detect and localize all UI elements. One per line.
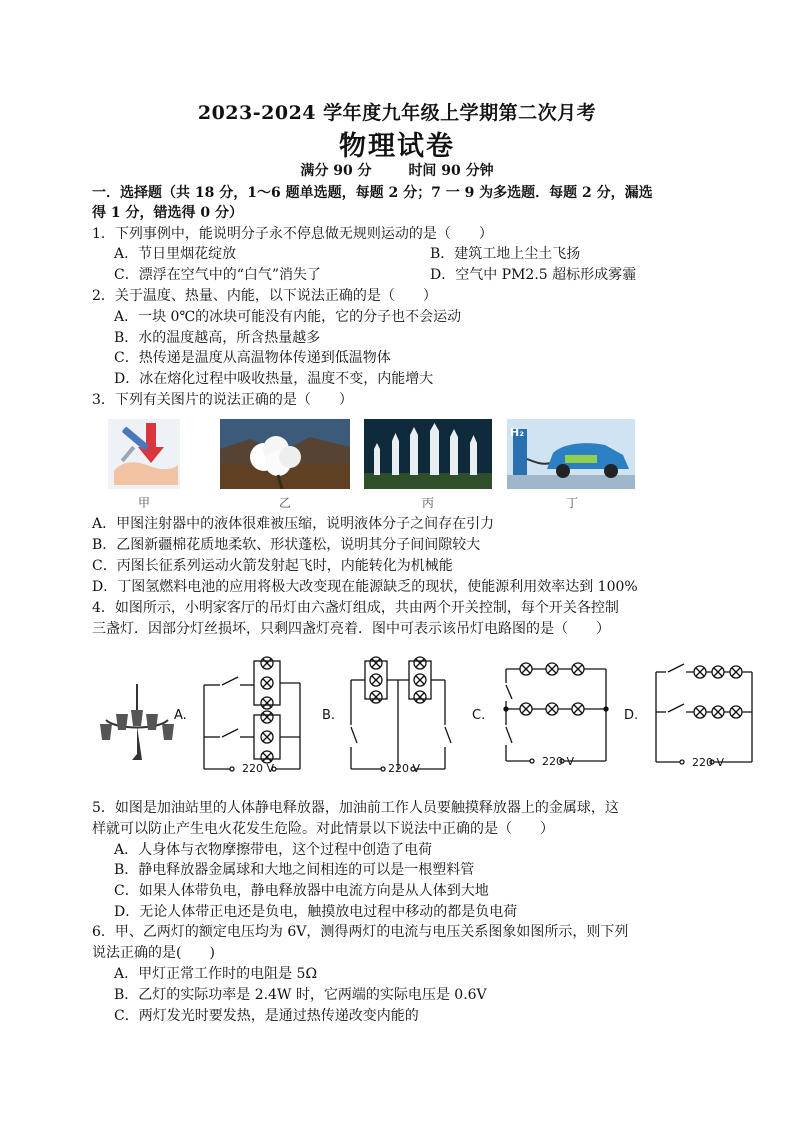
full-score: 满分 90 分 [300,163,372,179]
q6-stem-cont: 说法正确的是( ) [92,945,215,961]
circuit-b-voltage: 220 V [388,762,421,775]
q4-stem-cont: 三盏灯．因部分灯丝损坏，只剩四盏灯亮着．图中可表示该吊灯电路图的是（ ） [92,621,610,637]
q1-option-a: A．节日里烟花绽放 [114,246,237,262]
rockets-image [364,419,492,489]
section-heading-cont: 得 1 分，错选得 0 分） [92,205,243,221]
circuit-c-voltage: 220 V [542,755,575,768]
q1-option-c: C．漂浮在空气中的“白气”消失了 [114,267,322,283]
section-heading: 一．选择题（共 18 分，1～6 题单选题，每题 2 分；7 一 9 为多选题．每题 2 分，漏选 [92,185,653,201]
caption-yi: 乙 [278,496,291,510]
q2-stem: 2．关于温度、热量、内能，以下说法正确的是（ ） [92,288,437,304]
q3-stem: 3．下列有关图片的说法正确的是（ ） [92,392,353,408]
q4-stem: 4．如图所示，小明家客厅的吊灯由六盏灯组成，共由两个开关控制，每个开关各控制 [92,600,619,616]
q3-option-c: C．丙图长征系列运动火箭发射起飞时，内能转化为机械能 [92,558,453,574]
q5-option-a: A．人身体与衣物摩擦带电，这个过程中创造了电荷 [114,842,433,858]
hydrogen-car-image [507,419,635,489]
exam-title: 2023-2024 学年度九年级上学期第二次月考 [197,102,597,124]
q6-option-a: A．甲灯正常工作时的电阻是 5Ω [114,966,318,982]
q6-stem: 6．甲、乙两灯的额定电压均为 6V，测得两灯的电流与电压关系图象如图所示，则下列 [92,924,629,940]
circuit-b-label: B. [322,708,336,723]
caption-ding: 丁 [565,496,578,510]
circuit-a-label: A. [174,708,187,723]
caption-bing: 丙 [421,496,434,510]
caption-jia: 甲 [137,496,150,510]
syringe-image [108,419,180,489]
q3-option-a: A．甲图注射器中的液体很难被压缩，说明液体分子之间存在引力 [92,516,495,532]
chandelier-image [98,684,176,762]
circuit-a [200,655,310,777]
exam-subject: 物理试卷 [339,131,455,162]
q5-stem: 5．如图是加油站里的人体静电释放器，加油前工作人员要触摸释放器上的金属球，这 [92,800,619,816]
q5-option-b: B．静电释放器金属球和大地之间相连的可以是一根塑料管 [114,862,475,878]
circuit-c-label: C. [472,708,486,723]
circuit-d-label: D. [624,708,639,723]
cotton-image [220,419,350,489]
q3-option-d: D．丁图氢燃料电池的应用将极大改变现在能源缺乏的现状，使能源利用效率达到 100% [92,579,638,595]
q1-option-d: D．空气中 PM2.5 超标形成雾霾 [430,267,637,283]
q5-stem-cont: 样就可以防止产生电火花发生危险。对此情景以下说法中正确的是（ ） [92,821,554,837]
circuit-a-voltage: 220 V [242,762,275,775]
exam-meta [0,160,794,180]
q6-option-b: B．乙灯的实际功率是 2.4W 时，它两端的实际电压是 0.6V [114,987,487,1003]
q3-option-b: B．乙图新疆棉花质地柔软、形状蓬松，说明其分子间间隙较大 [92,537,481,553]
q5-option-c: C．如果人体带负电，静电释放器中电流方向是从人体到大地 [114,883,489,899]
h2-label: H₂ [510,426,525,439]
circuit-d-voltage: 220 V [692,756,725,769]
q6-option-c: C．两灯发光时要发热，是通过热传递改变内能的 [114,1008,419,1024]
q2-option-b: B．水的温度越高，所含热量越多 [114,330,321,346]
time-limit: 时间 90 分钟 [408,163,494,179]
q2-option-d: D．冰在熔化过程中吸收热量，温度不变，内能增大 [114,371,434,387]
q5-option-d: D．无论人体带正电还是负电，触摸放电过程中移动的都是负电荷 [114,904,518,920]
q2-option-a: A．一块 0℃的冰块可能没有内能，它的分子也不会运动 [114,309,462,325]
q1-stem: 1．下列事例中，能说明分子永不停息做无规则运动的是（ ） [92,226,493,242]
q2-option-c: C．热传递是温度从高温物体传递到低温物体 [114,350,391,366]
circuit-b [345,655,455,777]
q1-option-b: B．建筑工地上尘土飞扬 [430,246,581,262]
